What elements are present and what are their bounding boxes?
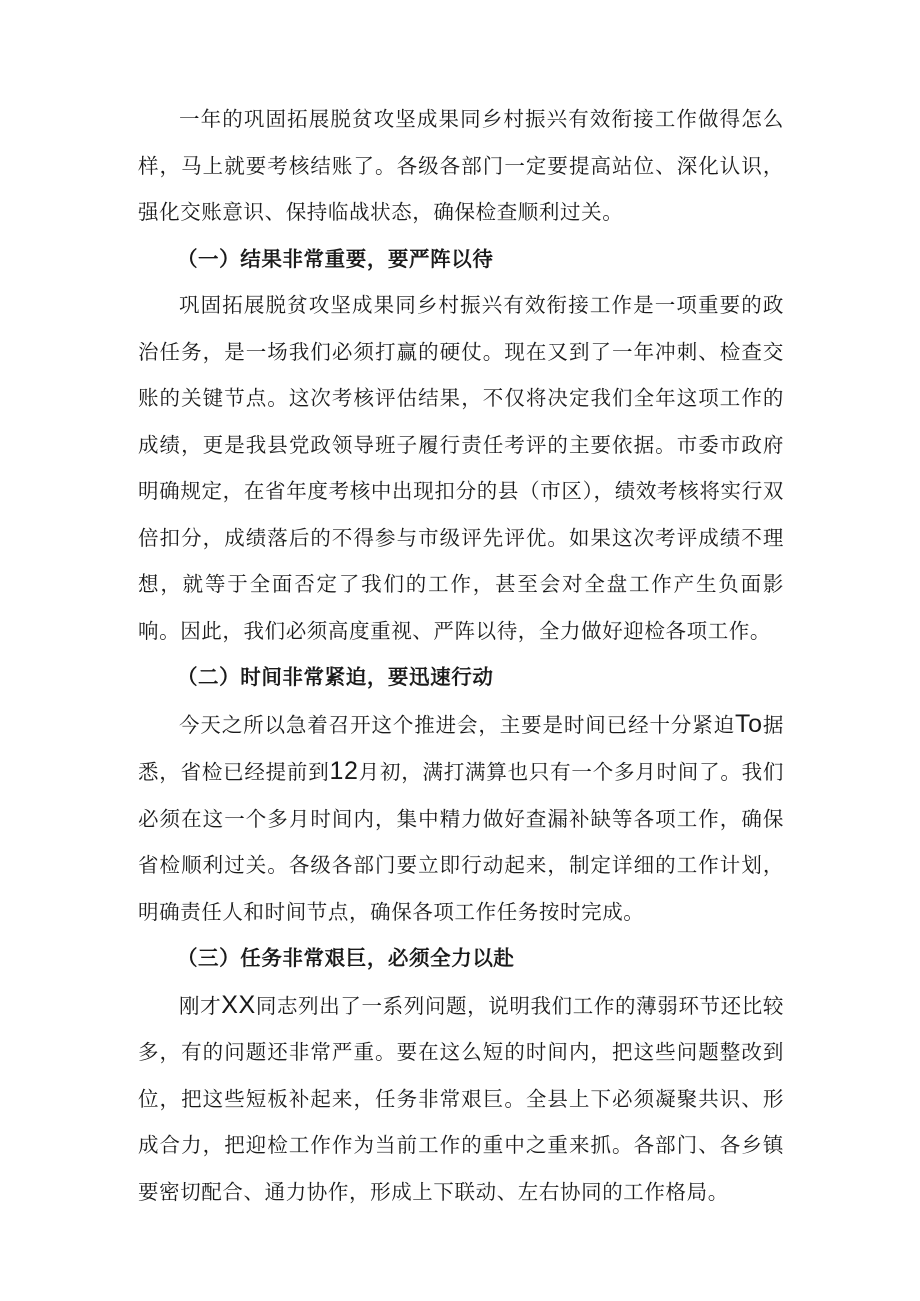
section-3-latin-xx: XX	[221, 990, 256, 1019]
section-1-heading: （一）结果非常重要，要严阵以待	[176, 246, 494, 271]
section-2-text-b: 据悉，省检已经提前到	[138, 712, 784, 784]
section-2-heading: （二）时间非常紧迫，要迅速行动	[176, 665, 494, 689]
document-body	[138, 96, 784, 1215]
section-1-paragraph: 巩固拓展脱贫攻坚成果同乡村振兴有效衔接工作是一项重要的政治任务，是一场我们必须打赢的硬仗。现在又到了一年冲刺、检查交账的关键节点。这次考核评估结果，不仅将决定我们全年这项工作的成绩，更是我县党政领导班子履行责任考评的主要依据。市委市政府明确规定，在省年度考核中出现扣分的县（市区），绩效考核将实行双倍扣分，成绩落后的不得参与市级评先评优。如果这次考评成绩不理想，就等于全面否定了我们的工作，甚至会对全盘工作产生负面影响。因此，我们必须高度重视、严阵以待，全力做好迎检各项工作。	[138, 293, 784, 643]
section-2-latin-to: To	[735, 709, 763, 738]
section-2-text-c: 月初，满打满算也只有一个多月时间了。我们必须在这一个多月时间内，集中精力做好查漏补缺等各项工作，确保省检顺利过关。各级各部门要立即行动起来，制定详细的工作计划，明确责任人和时间节点，确保各项工作任务按时完成。	[138, 760, 785, 924]
section-2-number: 12	[329, 757, 359, 785]
section-3-heading: （三）任务非常艰巨，必须全力以赴	[176, 946, 515, 970]
section-2-paragraph	[138, 701, 784, 936]
section-3-text-b: 同志列出了一系列问题，说明我们工作的薄弱环节还比较多，有的问题还非常严重。要在这么短的时间内，把这些问题整改到位，把这些短板补起来，任务非常艰巨。全县上下必须凝聚共识、形成合力，把迎检工作作为当前工作的重中之重来抓。各部门、各乡镇要密切配合、通力协作，形成上下联动、左右协同的工作格局。	[138, 993, 785, 1204]
section-3-paragraph	[138, 982, 784, 1216]
intro-paragraph: 一年的巩固拓展脱贫攻坚成果同乡村振兴有效衔接工作做得怎么样，马上就要考核结账了。各级各部门一定要提高站位、深化认识，强化交账意识、保持临战状态，确保检查顺利过关。	[138, 107, 784, 224]
section-3-text-a: 刚才	[179, 993, 222, 1018]
section-2-text-a: 今天之所以急着召开这个推进会，主要是时间已经十分紧迫	[179, 712, 735, 737]
